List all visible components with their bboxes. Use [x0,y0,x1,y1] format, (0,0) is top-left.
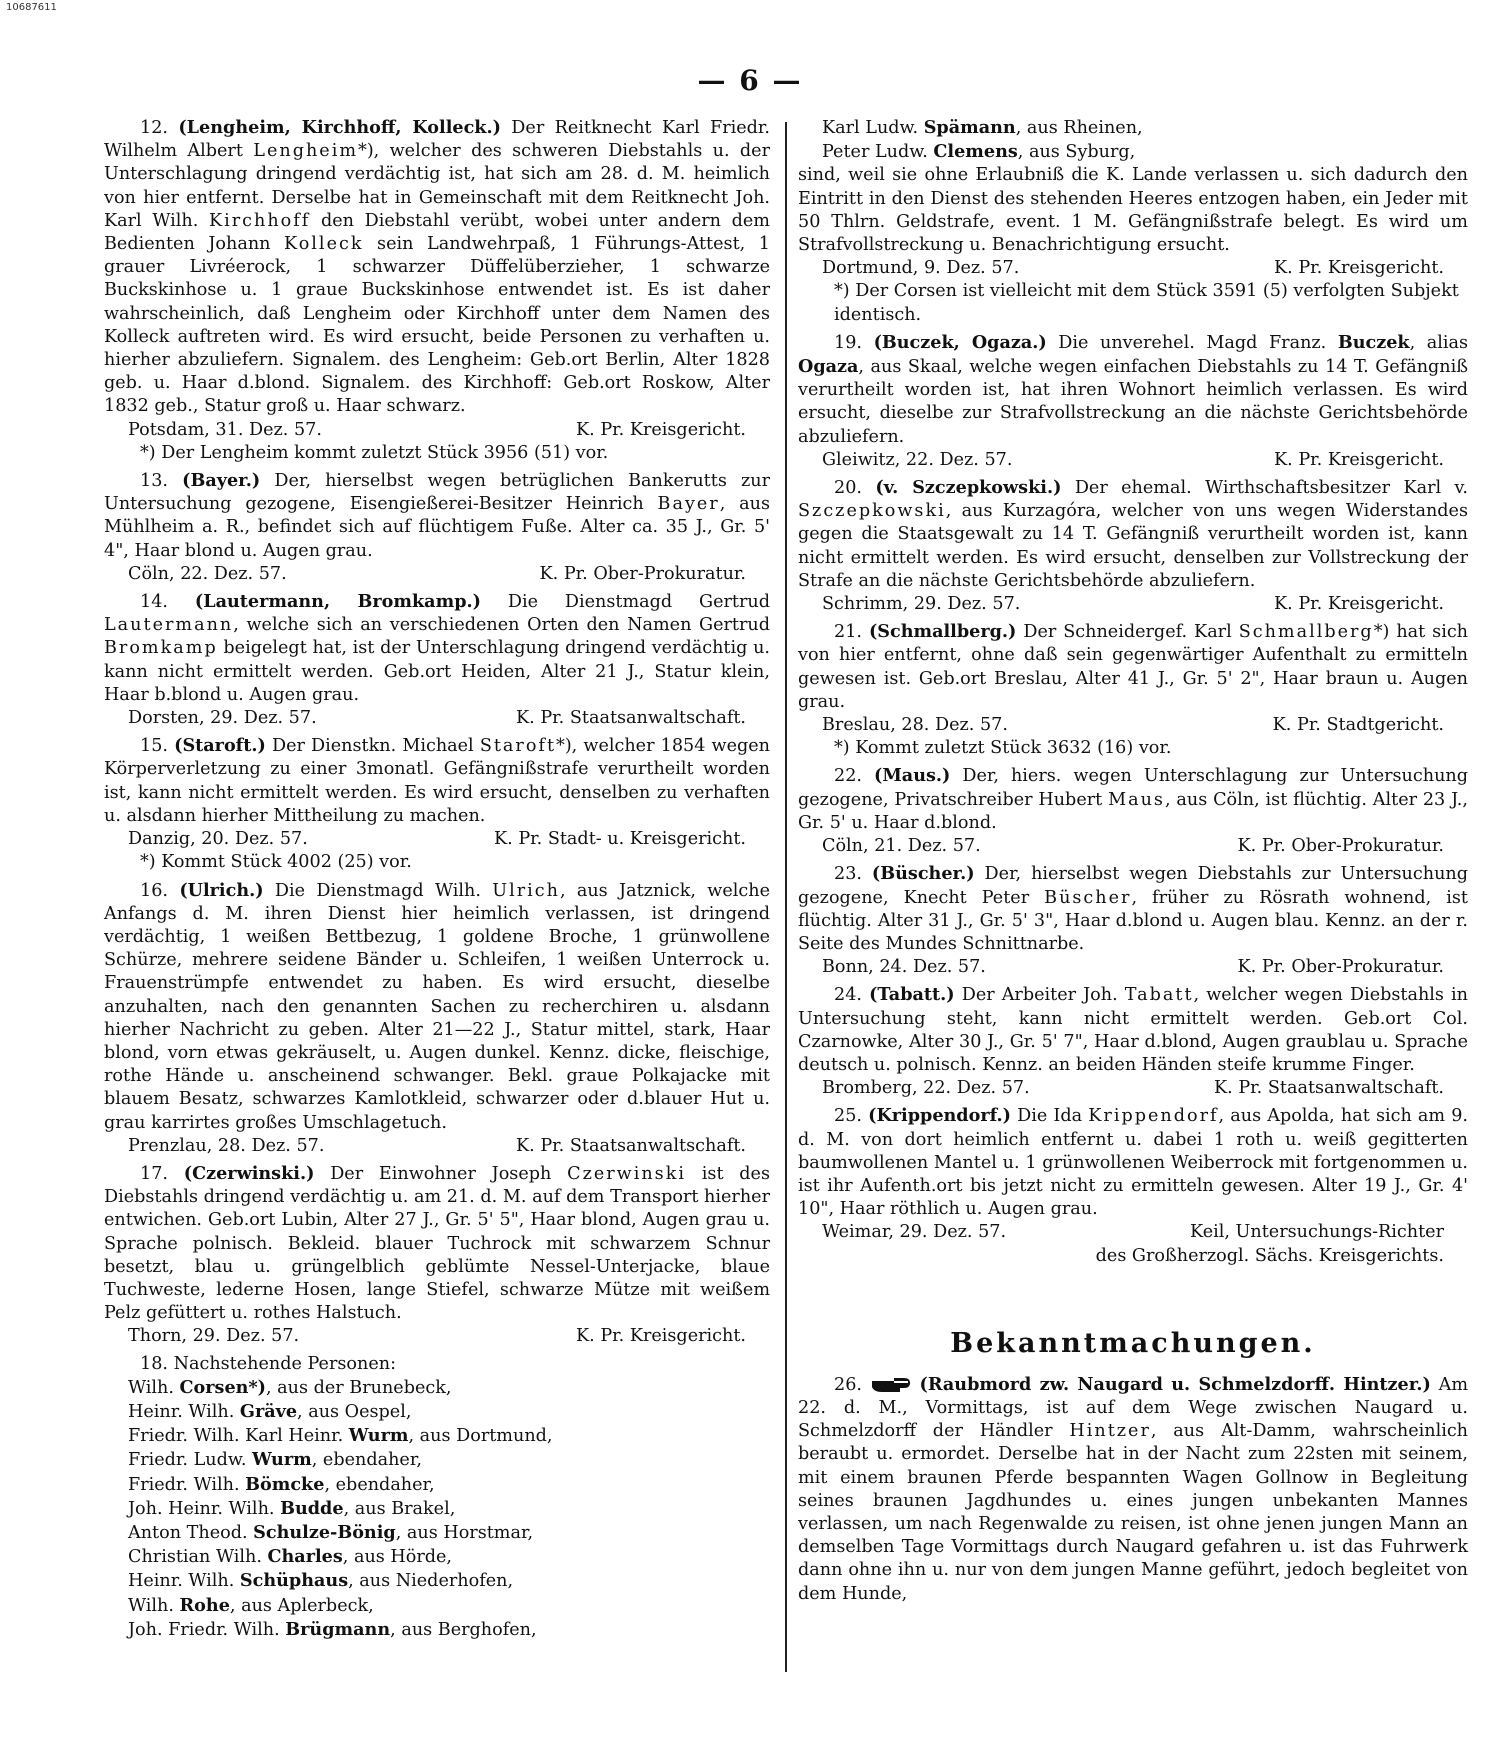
entry-18 [104,1353,770,1642]
entry-text: 23. (Büscher.) Der, hierselbst wegen Diebstahls zur Untersuchung gezogene, Knecht Peter Büscher, früher zu Rösrath wohnend, ist flüchtig. Alter 31 J., Gr. 5' 3", Haar d.blond u. Augen blau. Kennz. an der r. Seite des Mundes Schnittnarbe. [798,863,1469,954]
entry-text: 12. (Lengheim, Kirchhoff, Kolleck.) Der Reitknecht Karl Friedr. Wilhelm Albert Lengheim*), welcher des schweren Diebstahls u. der Unterschlagung dringend verdächtig ist, hat sich am 28. d. M. heimlich von hier entfernt. Derselbe hat in Gemeinschaft mit dem Reitknecht Joh. Karl Wilh. Kirchhoff den Diebstahl verübt, wobei unter andern dem Bedienten Johann Kolleck sein Landwehrpaß, 1 Führungs-Attest, 1 grauer Livréerock, 1 schwarzer Düffelüberzieher, 1 schwarze Buckskinhose u. 1 graue Buckskinhose entwendet ist. Es ist daher wahrscheinlich, daß Lengheim oder Kirchhoff unter dem Namen des Kolleck auftreten wird. Es wird ersucht, beide Personen zu verhaften u. hierher abzuliefern. Signalem. des Lengheim: Geb.ort Berlin, Alter 1828 geb. u. Haar d.blond. Signalem. des Kirchhoff: Geb.ort Roskow, Alter 1832 geb., Statur groß u. Haar schwarz. [104,117,770,417]
entry-footer: Cöln, 21. Dez. 57. K. Pr. Ober-Prokuratur. [822,836,1444,857]
entry-text: 26. (Raubmord zw. Naugard u. Schmelzdorff. Hintzer.) Am 22. d. M., Vormittags, ist auf dem Wege zwischen Naugard u. Schmelzdorff der Händler Hintzer, aus Alt-Damm, wahrscheinlich beraubt u. ermordet. Derselbe hat in der Nacht zum 22sten mit seinem, mit einem braunen Pferde bespannten Wagen Gollnow in Begleitung seines braunen Jagdhundes u. eines jungen unbekanten Mannes verlassen, um nach Regenwalde zu reisen, ist ohne jenen jungen Mann an demselben Tage Vormittags durch Naugard gefahren u. ist das Fuhrwerk dann ohne ihn u. nur von dem jungen Manne geführt, jedoch begleitet von dem Hunde, [798,1373,1469,1604]
footnote: *) Der Lengheim kommt zuletzt Stück 3956 (51) vor. [140,442,609,463]
person-item: Friedr. Wilh. Karl Heinr. Wurm, aus Dortmund, [128,1425,553,1447]
entry-text: sind, weil sie ohne Erlaubniß die K. Lande verlassen u. sich dadurch den Eintritt in den Dienst des stehenden Heeres entzogen haben, ein Jeder mit 50 Thlrn. Geldstrafe, event. 1 M. Gefängnißstrafe belegt. Es wird um Strafvollstreckung u. Benachrichtigung ersucht. [798,165,1468,256]
entry-footer: Potsdam, 31. Dez. 57. K. Pr. Kreisgericht. [128,419,746,440]
entry-15 [104,734,770,874]
entry-footer: Breslau, 28. Dez. 57. K. Pr. Stadtgericht. [822,715,1444,736]
entry-14 [104,590,770,730]
entry-16 [104,879,770,1158]
entry-text: 24. (Tabatt.) Der Arbeiter Joh. Tabatt, welcher wegen Diebstahls in Untersuchung steht, kann nicht ermittelt werden. Geb.ort Col. Czarnowke, Alter 30 J., Gr. 5' 7", Haar d.blond, Augen graublau u. Sprache deutsch u. polnisch. Kennz. an beiden Händen steife krumme Finger. [798,984,1468,1075]
person-item: Peter Ludw. Clemens, aus Syburg, [822,141,1136,163]
entry-20 [798,476,1468,616]
pointing-hand-icon [870,1375,912,1395]
entry-text: 15. (Staroft.) Der Dienstkn. Michael Staroft*), welcher 1854 wegen Körperverletzung zu einer 3monatl. Gefängnißstrafe verurtheilt worden ist, kann nicht ermittelt werden. Es wird ersucht, denselben zu verhaften u. alsdann hierher Mittheilung zu machen. [104,735,771,826]
entry-text: 13. (Bayer.) Der, hierselbst wegen betrüglichen Bankerutts zur Untersuchung gezogene, Eisengießerei-Besitzer Heinrich Bayer, aus Mühlheim a. R., befindet sich auf flüchtigem Fuße. Alter ca. 35 J., Gr. 5' 4", Haar blond u. Augen grau. [104,470,770,561]
person-item: Anton Theod. Schulze-Bönig, aus Horstmar, [128,1521,534,1543]
person-item: Wilh. Rohe, aus Aplerbeck, [128,1594,374,1616]
entry-footer: Schrimm, 29. Dez. 57. K. Pr. Kreisgericht. [822,594,1444,615]
entry-footer: Dorsten, 29. Dez. 57. K. Pr. Staatsanwaltschaft. [128,708,746,729]
person-list [104,1376,770,1642]
page-id: 10687611 [6,2,57,13]
entry-26 [798,1373,1468,1606]
entry-text: 18. Nachstehende Personen: [140,1353,396,1374]
entry-25 [798,1104,1468,1267]
entry-footer: Gleiwitz, 22. Dez. 57. K. Pr. Kreisgericht. [822,449,1444,470]
person-item: Friedr. Wilh. Bömcke, ebendaher, [128,1473,435,1495]
person-item: Friedr. Ludw. Wurm, ebendaher, [128,1449,422,1471]
entry-footer: Bonn, 24. Dez. 57. K. Pr. Ober-Prokuratur. [822,957,1444,978]
entry-text: 17. (Czerwinski.) Der Einwohner Joseph Czerwinski ist des Diebstahls dringend verdächtig u. am 21. d. M. auf dem Transport hierher entwichen. Geb.ort Lubin, Alter 27 J., Gr. 5' 5", Haar blond, Augen grau u. Sprache polnisch. Bekleid. blauer Tuchrock mit schwarzem Schnur besetzt, blau u. grüngelblich geblümte Nessel-Unterjacke, blaue Tuchweste, lederne Hosen, lange Stiefel, schwarze Mütze mit weißem Pelz gefüttert u. rothes Halstuch. [104,1162,770,1324]
entry-24 [798,983,1468,1100]
entry-text: 25. (Krippendorf.) Die Ida Krippendorf, aus Apolda, hat sich am 9. d. M. von dort heimlich entfernt u. dabei 1 roth u. weiß gegitterten baumwollenen Mantel u. 1 grünwollenen Weiberrock mit fortgenommen u. ist ihr Aufenth.ort bis jetzt nicht zu ermitteln gewesen. Alter 19 J., Gr. 4' 10", Haar röthlich u. Augen grau. [798,1105,1469,1220]
entry-text: 21. (Schmallberg.) Der Schneidergef. Karl Schmallberg*) hat sich von hier entfernt, ohne daß sein gegenwärtiger Aufenthalt zu ermitteln gewesen ist. Geb.ort Breslau, Alter 41 J., Gr. 5' 2", Haar braun u. Augen grau. [798,621,1469,712]
left-column [104,116,770,1646]
entry-footer: Thorn, 29. Dez. 57. K. Pr. Kreisgericht. [128,1326,746,1347]
section-heading: Bekanntmachungen. [950,1327,1316,1359]
page-number: — 6 — [697,64,803,97]
column-divider [785,122,787,1672]
entry-19 [798,331,1468,472]
person-item: Heinr. Wilh. Schüphaus, aus Niederhofen, [128,1570,514,1592]
entry-13 [104,469,770,586]
person-item: Christian Wilh. Charles, aus Hörde, [128,1546,453,1568]
entry-23 [798,862,1468,979]
entry-text: 19. (Buczek, Ogaza.) Die unverehel. Magd Franz. Buczek, alias Ogaza, aus Skaal, welche wegen einfachen Diebstahls zu 14 T. Gefängniß verurtheilt worden ist, hat ihren Wohnort heimlich verlassen. Es wird ersucht, dieselbe zur Strafvollstreckung an die nächste Gerichtsbehörde abzuliefern. [798,331,1468,447]
entry-text: 14. (Lautermann, Bromkamp.) Die Dienstmagd Gertrud Lautermann, welche sich an verschiedenen Orten den Namen Gertrud Bromkamp beigelegt hat, ist der Unterschlagung dringend verdächtig u. kann nicht ermittelt werden. Geb.ort Heiden, Alter 21 J., Statur klein, Haar b.blond u. Augen grau. [104,591,770,705]
entry-footer: Weimar, 29. Dez. 57. Keil, Untersuchungs-Richter [822,1222,1444,1243]
right-column [798,116,1468,1610]
person-item: Joh. Heinr. Wilh. Budde, aus Brakel, [128,1497,456,1519]
entry-footer: Dortmund, 9. Dez. 57. K. Pr. Kreisgericht. [822,258,1444,279]
person-item: Joh. Friedr. Wilh. Brügmann, aus Berghofen, [128,1618,537,1640]
footnote: *) Kommt Stück 4002 (25) vor. [140,852,412,873]
person-item: Karl Ludw. Spämann, aus Rheinen, [822,117,1143,138]
footnote: *) Der Corsen ist vielleicht mit dem Stück 3591 (5) verfolgten Subjekt identisch. [834,281,1459,325]
entry-12 [104,116,770,465]
entry-footer: Prenzlau, 28. Dez. 57. K. Pr. Staatsanwaltschaft. [128,1135,746,1156]
entry-footer: Danzig, 20. Dez. 57. K. Pr. Stadt- u. Kreisgericht. [128,829,746,850]
entry-footer: Bromberg, 22. Dez. 57. K. Pr. Staatsanwaltschaft. [822,1078,1444,1099]
person-item: Wilh. Corsen*), aus der Brunebeck, [128,1376,452,1398]
person-item: Heinr. Wilh. Gräve, aus Oespel, [128,1400,412,1422]
entry-text: 16. (Ulrich.) Die Dienstmagd Wilh. Ulrich, aus Jatznick, welche Anfangs d. M. ihren Dienst hier heimlich verlassen, ist dringend verdächtig, 1 weißen Bettbezug, 1 goldene Broche, 1 grünwollene Schürze, mehrere seidene Bänder u. Schleifen, 1 weißen Unterrock u. Frauenstrümpfe entwendet zu haben. Es wird ersucht, dieselbe anzuhalten, nach den genannten Sachen zu recherchiren u. alsdann hierher Nachricht zu geben. Alter 21—22 J., Statur mittel, stark, Haar blond, vorn etwas gekräuselt, u. Augen dunkel. Kennz. dicke, fleischige, rothe Hände u. anscheinend schwanger. Bekl. graue Polkajacke mit blauem Besatz, schwarzes Kamlotkleid, schwarzer oder d.blauer Hut u. grau karrirtes großes Umschlagetuch. [104,879,770,1133]
entry-21 [798,620,1468,760]
court-signature: des Großherzogl. Sächs. Kreisgerichts. [1095,1245,1444,1266]
entry-18-continued [798,116,1468,327]
entry-footer: Cöln, 22. Dez. 57. K. Pr. Ober-Prokuratur. [128,563,746,584]
entry-17 [104,1162,770,1349]
footnote: *) Kommt zuletzt Stück 3632 (16) vor. [834,738,1172,759]
entry-text: 20. (v. Szczepkowski.) Der ehemal. Wirthschaftsbesitzer Karl v. Szczepkowski, aus Kurzagóra, welcher von uns wegen Widerstandes gegen die Staatsgewalt zu 14 T. Gefängniß verurtheilt worden ist, kann nicht ermittelt werden. Es wird ersucht, denselben zur Vollstreckung der Strafe an die nächste Gerichtsbehörde abzuliefern. [798,477,1468,591]
entry-22 [798,764,1468,858]
entry-text: 22. (Maus.) Der, hiers. wegen Unterschlagung zur Untersuchung gezogene, Privatschreiber Hubert Maus, aus Cöln, ist flüchtig. Alter 23 J., Gr. 5' u. Haar d.blond. [798,765,1468,833]
